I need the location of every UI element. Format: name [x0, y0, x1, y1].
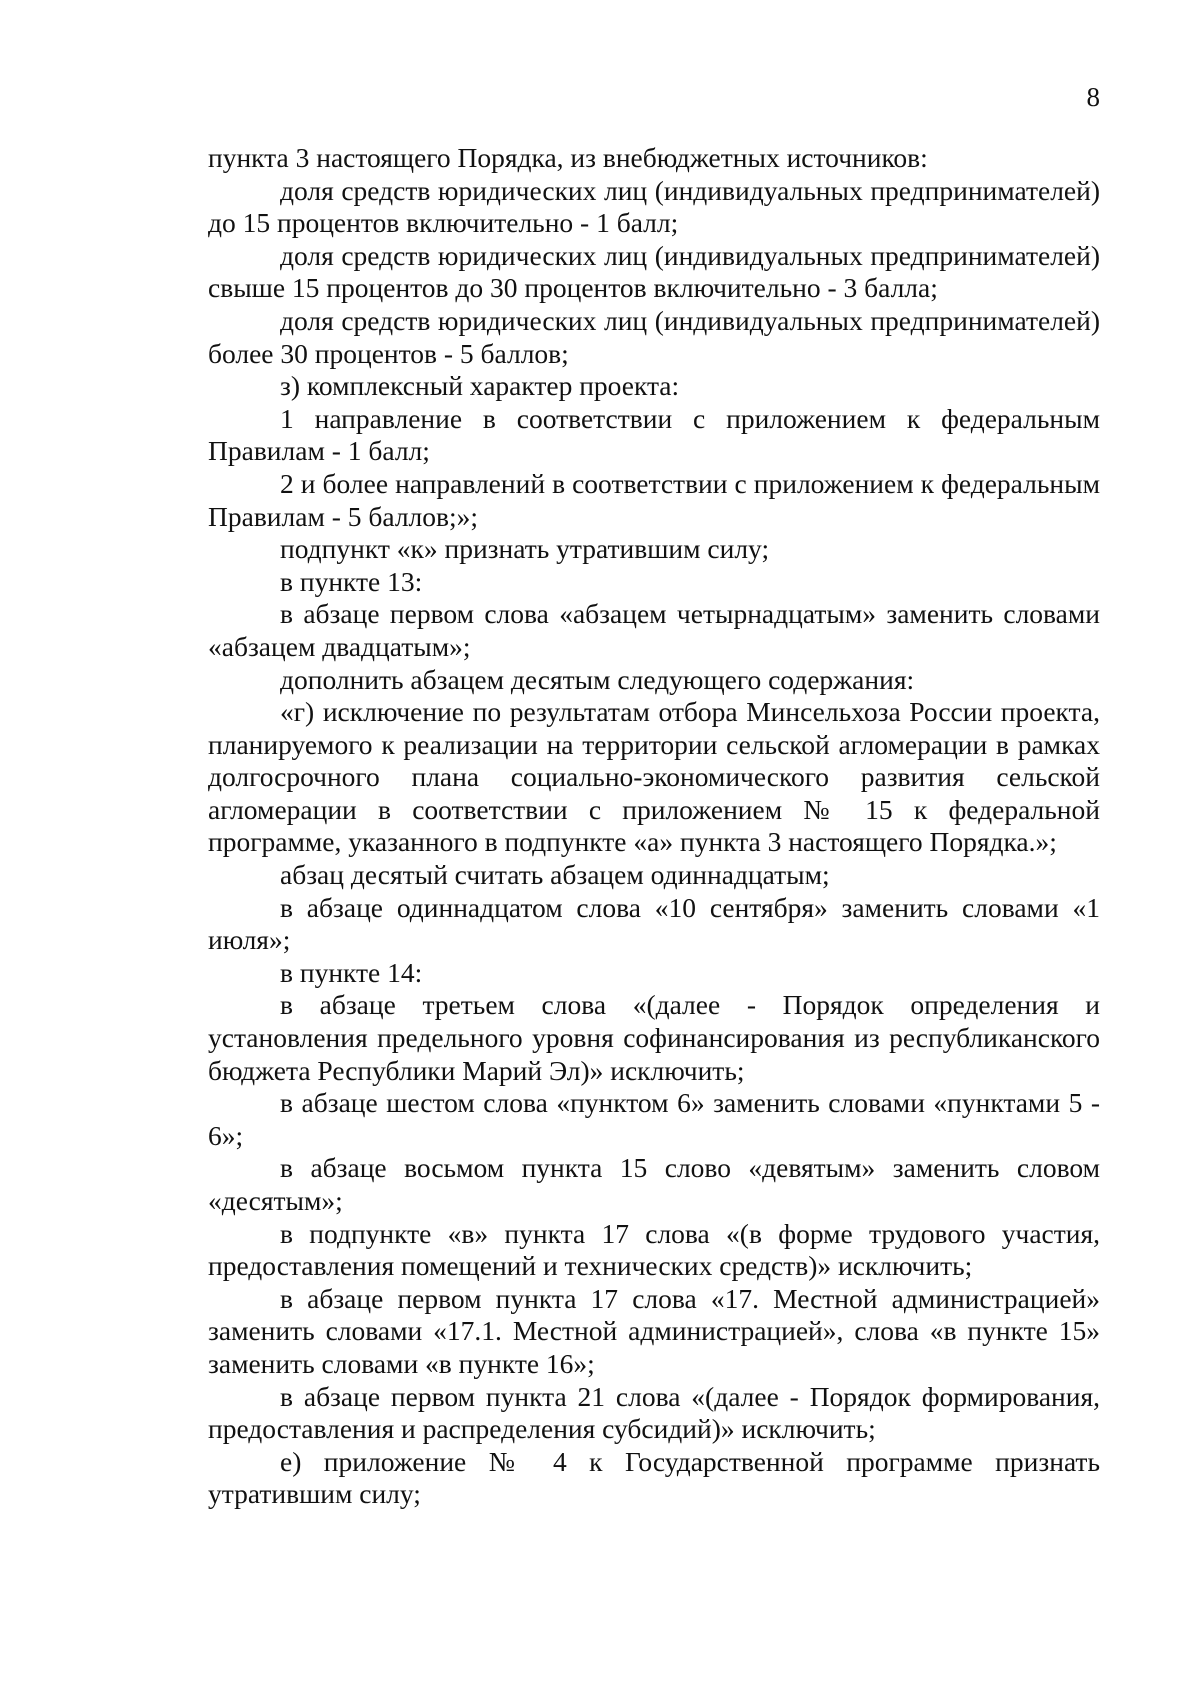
paragraph-3: доля средств юридических лиц (индивидуальных предпринимателей) свыше 15 процентов до 30 процентов включительно - 3 балла;: [208, 239, 1100, 304]
paragraph-7: 2 и более направлений в соответствии с приложением к федеральным Правилам - 5 баллов;»;: [208, 467, 1100, 532]
paragraph-20: в абзаце первом пункта 17 слова «17. Местной администрацией» заменить словами «17.1. Местной администрацией», слова «в пункте 15» заменить словами «в пункте 16»;: [208, 1282, 1100, 1379]
paragraph-8: подпункт «к» признать утратившим силу;: [280, 533, 770, 565]
paragraph-1: пункта 3 настоящего Порядка, из внебюджетных источников:: [208, 142, 928, 173]
paragraph-11: дополнить абзацем десятым следующего содержания:: [280, 663, 915, 695]
paragraph-4: доля средств юридических лиц (индивидуальных предпринимателей) более 30 процентов - 5 баллов;: [208, 304, 1100, 369]
paragraph-18: в абзаце восьмом пункта 15 слово «девятым» заменить словом «десятым»;: [208, 1152, 1100, 1216]
paragraph-21: в абзаце первом пункта 21 слова «(далее - Порядок формирования, предоставления и распределения субсидий)» исключить;: [208, 1380, 1100, 1445]
paragraph-10: в абзаце первом слова «абзацем четырнадцатым» заменить словами «абзацем двадцатым»;: [208, 598, 1100, 662]
paragraph-9: в пункте 13:: [280, 565, 423, 597]
paragraph-22: е) приложение № 4 к Государственной программе признать утратившим силу;: [208, 1445, 1100, 1510]
paragraph-6: 1 направление в соответствии с приложением к федеральным Правилам - 1 балл;: [208, 402, 1100, 467]
paragraph-16: в абзаце третьем слова «(далее - Порядок определения и установления предельного уровня софинансирования из республиканского бюджета Республики Марий Эл)» исключить;: [208, 989, 1100, 1086]
document-body: [208, 142, 1100, 1511]
paragraph-5: з) комплексный характер проекта:: [280, 370, 680, 402]
paragraph-12: «г) исключение по результатам отбора Минсельхоза России проекта, планируемого к реализации на территории сельской агломерации в рамках долгосрочного плана социально-экономического развития сельской агломерации в соответствии с приложением № 15 к федеральной программе, указанного в подпункте «а» пункта 3 настоящего Порядка.»;: [208, 696, 1100, 858]
page-number: 8: [1086, 82, 1100, 112]
paragraph-13: абзац десятый считать абзацем одиннадцатым;: [280, 859, 830, 891]
paragraph-17: в абзаце шестом слова «пунктом 6» заменить словами «пунктами 5 - 6»;: [208, 1087, 1100, 1151]
paragraph-15: в пункте 14:: [280, 956, 423, 988]
paragraph-2: доля средств юридических лиц (индивидуальных предпринимателей) до 15 процентов включительно - 1 балл;: [208, 174, 1100, 239]
paragraph-19: в подпункте «в» пункта 17 слова «(в форме трудового участия, предоставления помещений и технических средств)» исключить;: [208, 1217, 1100, 1282]
paragraph-14: в абзаце одиннадцатом слова «10 сентября» заменить словами «1 июля»;: [208, 891, 1100, 956]
